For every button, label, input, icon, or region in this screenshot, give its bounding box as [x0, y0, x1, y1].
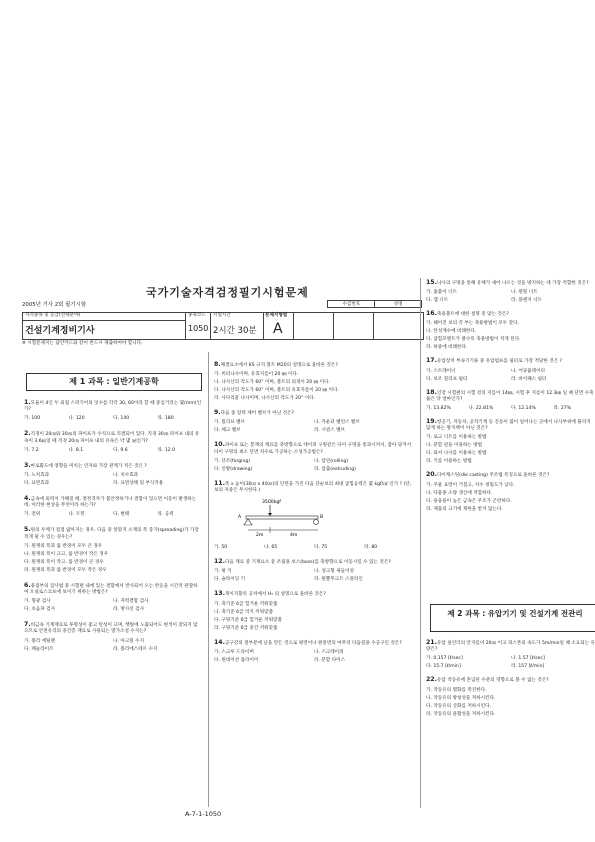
question — [426, 280, 595, 305]
answer-row — [24, 598, 202, 606]
question-text: 항공기, 자동차, 공작기계 등 진동이 많이 일어나는 곳에서 나사부위에 풀리지 않게 하는 방지책이 아닌 것은? — [426, 420, 591, 432]
answer-option: 다. 나사산의 각도가 60° 이며, 볼트의 유효지름이 20 ㎜ 이다. — [214, 388, 339, 394]
question-number: 18. — [426, 388, 437, 396]
question-stem — [426, 358, 595, 365]
question-stem — [426, 472, 595, 479]
question-stem — [214, 442, 414, 455]
question — [426, 358, 595, 383]
answer-option: 가. 폴리 에틸렌 — [24, 638, 56, 644]
question-stem — [214, 362, 414, 369]
answer-option: 라. 바이패스 필터 — [511, 376, 547, 382]
question-text: 다음 재료 중 기계요소 중 조립용 보스(boss)를 축방향으로 이동시킬 수 있는 것은? — [224, 560, 391, 566]
question — [214, 591, 414, 632]
answer-option: 나. 1.57 [ℓ/sec] — [511, 656, 545, 662]
answer-option: 라. 방사선 검사 — [113, 607, 145, 613]
answer-option: 가. 홈붙이 너트 — [426, 290, 458, 296]
question — [24, 622, 202, 653]
answer-option: 나. 치수효과 — [113, 473, 139, 479]
answer-row — [24, 606, 202, 614]
answer-options — [24, 415, 202, 423]
question — [24, 527, 202, 574]
code-label: 종목코드 — [188, 313, 206, 318]
question-stem — [426, 677, 595, 684]
column-3-part-2 — [426, 640, 595, 725]
question-number: 2. — [24, 430, 31, 438]
question-text: 유압 작동유에 혼입된 수분의 영향으로 볼 수 없는 것은? — [436, 678, 549, 684]
answer-option: 나. 분할 핀을 이용하는 방법 — [426, 443, 483, 449]
question-stem — [24, 431, 202, 444]
question-stem — [214, 640, 414, 647]
answer-option: 나. 원형 너트 — [511, 290, 538, 296]
answer-option: 라. 표면상태 및 부식작용 — [113, 481, 164, 487]
answer-option: 다. 캡 너트 — [426, 298, 449, 304]
question-stem — [24, 400, 202, 413]
answer-option: 가. 스크루 드라이버 — [214, 649, 254, 655]
answer-row — [214, 466, 414, 474]
answer-option: 나. 압연(rolling) — [314, 458, 349, 464]
answer-option: 가. 단조(forging) — [214, 458, 251, 464]
name-label: 성명 — [375, 301, 422, 308]
answer-option: 다. 변태 — [113, 512, 130, 518]
answer-options — [426, 655, 595, 671]
question-text: 다음 중 압력 제어 밸브가 아닌 것은? — [220, 411, 294, 417]
answer-row — [426, 655, 595, 663]
answer-row — [24, 638, 202, 646]
answer-options — [24, 598, 202, 614]
answer-option: 라. 압출(extruding) — [314, 466, 356, 472]
question — [214, 442, 414, 473]
beam — [246, 516, 318, 519]
question — [214, 640, 414, 665]
question-text: 원의 두께가 점점 얇아지는 경우, 다음 중 알맞지 소재의 폭 증가(spreading)가 가장 적게 될 수 있는 경우는? — [24, 528, 199, 540]
question — [24, 431, 202, 454]
question-stem — [214, 481, 414, 494]
left-span-label: 2m — [256, 533, 264, 539]
answer-row — [214, 568, 414, 576]
answer-options — [24, 638, 202, 654]
answer-row — [24, 480, 202, 488]
answer-row — [214, 458, 414, 466]
question-number: 3. — [24, 461, 31, 469]
answer-option: 라. 키를 이용하는 방법 — [426, 459, 472, 465]
answer-option: 나. 스크레이퍼 — [314, 649, 344, 655]
question-stem — [24, 583, 202, 596]
question-text: 나사의 구멍을 통해 유체가 새어 나오는 것을 방지하는 데 가장 적합한 것은? — [436, 281, 589, 286]
answer-option: 가. 릴리프 밸브 — [214, 420, 246, 426]
question-number: 11. — [214, 479, 225, 487]
answer-row — [214, 649, 414, 657]
answer-option: 나. 어큐뮬레이터 — [511, 368, 545, 374]
answer-row — [214, 544, 414, 552]
question-number: 6. — [24, 581, 31, 589]
answer-option: 다. 초음파 검사 — [24, 607, 56, 613]
answer-option: 나. 22.81% — [468, 406, 494, 412]
question-text: 용접부의 검사법 중 시험편 내에 있는 결함에서 반사되어 오는 반응을 시간적 관찰하여 오실로스코프에 보이기 위하는 방법은? — [24, 583, 198, 596]
question — [426, 677, 595, 718]
question-number: 17. — [426, 357, 437, 365]
answer-option: 가. 13.82% — [426, 406, 451, 412]
answer-options — [426, 405, 595, 413]
answer-option: 라. 플랜지 너트 — [511, 298, 543, 304]
answer-option: 나. 자력결함 검사 — [113, 599, 149, 605]
question-text: 게이지블록 공차에서 H₇ 의 설명으로 올바른 것은? — [224, 592, 326, 598]
question-number: 16. — [426, 310, 437, 318]
question-text: 마로화도에 영향을 미치는 인자와 가장 관계가 적은 것은 ? — [30, 463, 147, 469]
column-divider — [420, 278, 421, 808]
question — [426, 390, 595, 413]
answer-option: 가. 원재의 폭과 롤 반경이 모두 큰 경우 — [24, 543, 103, 549]
question-number: 21. — [426, 639, 437, 646]
answer-option: 라. 작동유의 윤활성을 저하시킨다. — [426, 711, 496, 717]
qualification-label: 자격종목 및 등급(선택분야) — [25, 313, 81, 318]
question-text: 파이프 또는 봉재의 재료를 축방향으로 테이퍼 구멍같은 다이 구멍을 통과시켜서, 잡아 당겨서 다이 구멍의 최소 단면 치수로 가공하는 소성가공법은? — [214, 443, 412, 455]
notice-text: ※ 시험문제지는 답안카드와 같이 반드시 제출하여야 합니다. — [22, 341, 143, 346]
question-text: 폭 x 높이(30㎝ x 40㎝)의 단면을 가진 다음 단순보의 최대 굽힘응력은 몇 kgf/㎠ 인가 ? (단, 보의 자중은 무시한다.) — [214, 481, 412, 494]
column-divider — [208, 352, 209, 807]
answer-option: 나. 작동유의 방청성을 저하시킨다. — [426, 695, 496, 701]
answer-option: 라. 180 — [157, 416, 174, 422]
support-b-label: B — [320, 515, 324, 521]
answer-option: 나. 아크릴 수지 — [113, 638, 145, 644]
question — [214, 481, 414, 552]
answer-row — [24, 472, 202, 480]
answer-option: 가. 100 — [24, 416, 41, 422]
question — [24, 583, 202, 614]
question — [24, 496, 202, 519]
answer-option: 나. 축기준 6급 억지 끼워맞춤 — [214, 609, 274, 615]
answer-option: 다. 슬라이딩 키 — [214, 577, 246, 583]
answer-option: 가. 평 키 — [214, 569, 232, 575]
answer-option: 라. 80 — [364, 545, 378, 551]
answer-options — [426, 434, 595, 466]
question-stem — [24, 622, 202, 635]
roller-support — [314, 520, 319, 525]
exam-info-table — [22, 300, 422, 308]
question-number: 10. — [214, 441, 225, 449]
answer-option: 라. 분할 다이스 — [314, 657, 346, 663]
qualification-box — [22, 312, 424, 340]
exam-year-line: 2005년 기사 2회 필기시험 — [22, 302, 86, 308]
answer-option: 나. 120 — [68, 416, 85, 422]
page-footer: A-7-1-1050 — [185, 810, 222, 818]
answer-row — [214, 419, 414, 427]
answer-row — [24, 447, 202, 455]
answer-row — [214, 576, 414, 584]
answer-option: 가. 축기준 6급 헐거운 끼워맞춤 — [214, 601, 278, 607]
question-text: 금속에 외력이 가해질 때, 결정격자가 불안정하거나 결함이 있으면 이동이 발생하는데, 이러한 현상을 무엇이라 하는가? — [24, 497, 197, 509]
answer-option: 라. 하중에 비례한다. — [426, 345, 468, 351]
answer-option: 다. 굽힘모멘트가 클수록 축용방법이 적게 된다. — [426, 337, 521, 343]
question-text: 인장 시험편의 시험 전의 지름이 14㎜, 시험 후 지름이 12.3㎜ 일 때 단면 수축률은 약 얼마인가? — [426, 390, 594, 402]
question-number: 22. — [426, 676, 437, 684]
answer-option: 다. 용융용이 높은 금속은 주조가 곤란하다. — [426, 498, 512, 504]
question-stem — [214, 591, 414, 598]
question-number: 7. — [24, 621, 31, 629]
answer-options — [426, 368, 595, 384]
answer-option: 다. 15.7 [ℓ/min] — [426, 664, 461, 670]
subject-1-heading: 제 1 과목 : 일반기계공학 — [26, 373, 202, 391]
answer-option: 가. 스트레이너 — [426, 368, 456, 374]
question-stem — [24, 496, 202, 509]
answer-options — [214, 419, 414, 435]
question-number: 9. — [214, 409, 221, 417]
answer-option: 나. 성크형 새들이성 — [314, 569, 354, 575]
question-number: 1. — [24, 399, 31, 406]
answer-option: 나. 트윈 — [68, 512, 85, 518]
answer-option: 다. 구멍기준 6급 헐거운 끼워맞춤 — [214, 617, 282, 623]
answer-options — [426, 482, 595, 514]
question-stem — [214, 410, 414, 417]
question — [426, 419, 595, 466]
answer-option: 나. 8.1 — [68, 447, 84, 453]
answer-option: 가. 0.157 [ℓ/sec] — [426, 656, 463, 662]
answer-option: 라. 157 [ℓ/min] — [511, 664, 545, 670]
load-label: 3500kgf — [262, 500, 281, 506]
answer-option: 다. 표면효과 — [24, 481, 50, 487]
answer-row — [426, 289, 595, 297]
question — [214, 410, 414, 435]
answer-row — [426, 405, 595, 413]
column-1 — [24, 400, 202, 662]
answer-option: 가. 형광 검사 — [24, 599, 51, 605]
answer-option: 다. 원재의 폭이 작고, 롤 반경이 큰 경우 — [24, 559, 104, 565]
answer-option: 라. 사다리꼴 나사이며, 나사산의 각도가 20° 이다. — [214, 396, 316, 402]
answer-option: 다. 와셔 나사를 이용하는 방법 — [426, 451, 487, 457]
question — [426, 640, 595, 671]
answer-option: 나. 원재의 폭이 크고, 롤 반경이 작은 경우 — [24, 551, 109, 557]
question-text: 비금속 기계재료로 투명성이 좋고 탄성이 크며, 햇빛에 노출되어도 변색이 잘되지 않으므로 안전유리의 중간층 재료로 사용되는 열가소성 수지는? — [24, 623, 198, 635]
question — [214, 362, 414, 403]
column-3 — [426, 280, 595, 520]
answer-option: 나. 카운터 밸런스 밸브 — [314, 420, 360, 426]
answer-row — [426, 376, 595, 384]
beam-diagram — [234, 496, 324, 538]
page-title: 국가기술자격검정필기시험문제 — [146, 286, 309, 299]
question-text: 유압장치 부속기기류 중 유압펌프를 필터로 가장 적당한 것은 ? — [436, 359, 563, 365]
question-stem — [214, 559, 414, 566]
answer-option: 라. 원재의 폭과 롤 반경이 모두 작은 경우 — [24, 567, 107, 573]
answer-options — [426, 687, 595, 719]
exam-number-label: 수검번호 — [328, 301, 375, 308]
question-stem — [426, 390, 595, 403]
right-span-label: 4m — [290, 533, 298, 539]
answer-row — [214, 427, 414, 435]
question — [426, 311, 595, 352]
answer-row — [214, 657, 414, 665]
subject-2-heading: 제 2 과목 : 유압기기 및 건설기계 전관리 — [430, 604, 595, 632]
question-stem — [426, 419, 595, 432]
question-text: 유압 실린더의 안지름이 20㎝ 이고 피스톤의 속도가 5m/min일 때 소요되는 유량은? — [426, 641, 595, 653]
question-text: 축용볼트에 대한 설명 중 맞는 것은? — [436, 312, 509, 318]
pin-support — [244, 519, 252, 525]
answer-options — [214, 458, 414, 474]
answer-option: 가. 로크 너트를 이용하는 방법 — [426, 435, 487, 441]
question — [214, 559, 414, 584]
answer-option: 라. 12.0 — [157, 447, 176, 453]
answer-row — [426, 663, 595, 671]
answer-option: 나. 다품종 소량 생산에 적합하다. — [426, 490, 493, 496]
answer-option: 나. 나사산의 각도가 60° 이며, 볼트의 외경이 20 ㎜ 이다. — [214, 380, 330, 386]
question — [24, 400, 202, 423]
answer-option: 나. 65 — [264, 545, 278, 551]
question — [426, 472, 595, 513]
time-label: 시험시간 — [213, 313, 231, 318]
time-value: 2시간 30분 — [213, 326, 257, 336]
answer-options — [24, 543, 202, 575]
answer-options — [214, 544, 414, 552]
question-stem — [426, 640, 595, 653]
question-number: 14. — [214, 638, 225, 646]
answer-row — [24, 511, 202, 519]
question-number: 8. — [214, 361, 221, 368]
support-a-label: A — [238, 515, 242, 521]
answer-option: 다. 12.14% — [511, 406, 536, 412]
answer-option: 라. 시퀀스 밸브 — [314, 428, 346, 434]
answer-option: 가. 미터나사이며, 유효지름이 20 ㎜ 이다. — [214, 372, 299, 378]
question-number: 5. — [24, 526, 31, 534]
answer-option: 라. 원뿔무크트 스플라인 — [314, 577, 363, 583]
question-text: 공구강의 절부분에 날을 만든 것으로 평면이나 원통면의 마무리 다듬질용 수공구인 것은? — [224, 640, 402, 646]
question-stem — [24, 463, 202, 470]
answer-option: 가. 작동유의 열화를 촉진한다. — [426, 687, 487, 693]
code-value: 1050 — [188, 324, 209, 333]
question-number: 12. — [214, 558, 225, 566]
answer-option: 다. 인발(drawing) — [214, 466, 253, 472]
question-number: 19. — [426, 418, 437, 426]
answer-option: 다. 작동유의 산화를 저하시킨다. — [426, 703, 491, 709]
question-stem — [24, 527, 202, 540]
question-text: 직경이 20㎝와 30㎝의 파이프가 수직으로 직결되어 있다. 직경 30㎝ 파이프 내의 유속이 3.6㎧일 때 직경 20㎝ 파이프 내의 유속은 약 몇 ㎧인가? — [24, 432, 200, 444]
question-text: 모듈이 4인 두 외접 스퍼기어의 잇수를 각각 30, 60이라 할 때 중심거리는 몇(mm)인가? — [24, 401, 202, 413]
answer-options — [214, 371, 414, 403]
answer-row — [426, 297, 595, 305]
load-arrowhead — [268, 513, 272, 516]
answer-option: 다. 페놀라이트 — [24, 646, 54, 652]
question-text: 다이캐스팅(die casting) 주조법 특징으로 올바른 것은? — [436, 473, 550, 479]
answer-options — [426, 320, 595, 352]
question-stem — [426, 311, 595, 318]
answer-option: 다. 보조 릴리프 필터 — [426, 376, 468, 382]
answer-option: 나. 탄성계수에 비례한다. — [426, 329, 477, 335]
question-number: 15. — [426, 279, 437, 286]
answer-option: 가. 전위 — [24, 512, 41, 518]
question-number: 20. — [426, 471, 437, 479]
answer-option: 라. 제품의 크기에 제한을 받지 않는다. — [426, 506, 503, 512]
answer-option: 다. 140 — [113, 416, 130, 422]
answer-option: 다. 체크 밸브 — [214, 428, 241, 434]
answer-option: 가. 주물 표면이 거칠고, 치수 정밀도가 낮다. — [426, 482, 515, 488]
question-stem — [426, 280, 595, 287]
answer-options — [214, 649, 414, 665]
answer-option: 라. 응력 — [157, 512, 174, 518]
answer-option: 가. 노치효과 — [24, 473, 50, 479]
question-text: 체결요소에서 KS 규격 볼트 M20의 설명으로 올바른 것은? — [220, 363, 338, 368]
answer-option: 라. 구멍기준 6급 중간 끼워맞춤 — [214, 625, 278, 631]
answer-option: 가. 50 — [214, 545, 228, 551]
type-value: A — [273, 321, 283, 337]
question-number: 13. — [214, 590, 225, 598]
answer-options — [426, 289, 595, 305]
answer-options — [24, 447, 202, 455]
answer-option: 다. 9.6 — [113, 447, 128, 453]
answer-option: 다. 원네이션 롤라이어 — [214, 657, 259, 663]
question — [24, 463, 202, 488]
answer-option: 다. 75 — [314, 545, 328, 551]
answer-option: 가. 7.2 — [24, 447, 39, 453]
answer-option: 라. 폴리에스테르 수지 — [113, 646, 158, 652]
qualification-name: 건설기계정비기사 — [25, 326, 95, 336]
question-number: 4. — [24, 495, 31, 503]
answer-options — [24, 472, 202, 488]
answer-options — [24, 511, 202, 519]
column-2 — [214, 362, 414, 672]
answer-row — [426, 368, 595, 376]
answer-row — [24, 415, 202, 423]
answer-options — [214, 601, 414, 633]
answer-option: 라. 27% — [553, 406, 572, 412]
answer-options — [214, 568, 414, 584]
answer-option: 가. 헤어진 보의 각 부는 축용방법이 모두 같다. — [426, 321, 520, 327]
answer-row — [24, 646, 202, 654]
type-label: 문제지형별 — [265, 313, 288, 318]
